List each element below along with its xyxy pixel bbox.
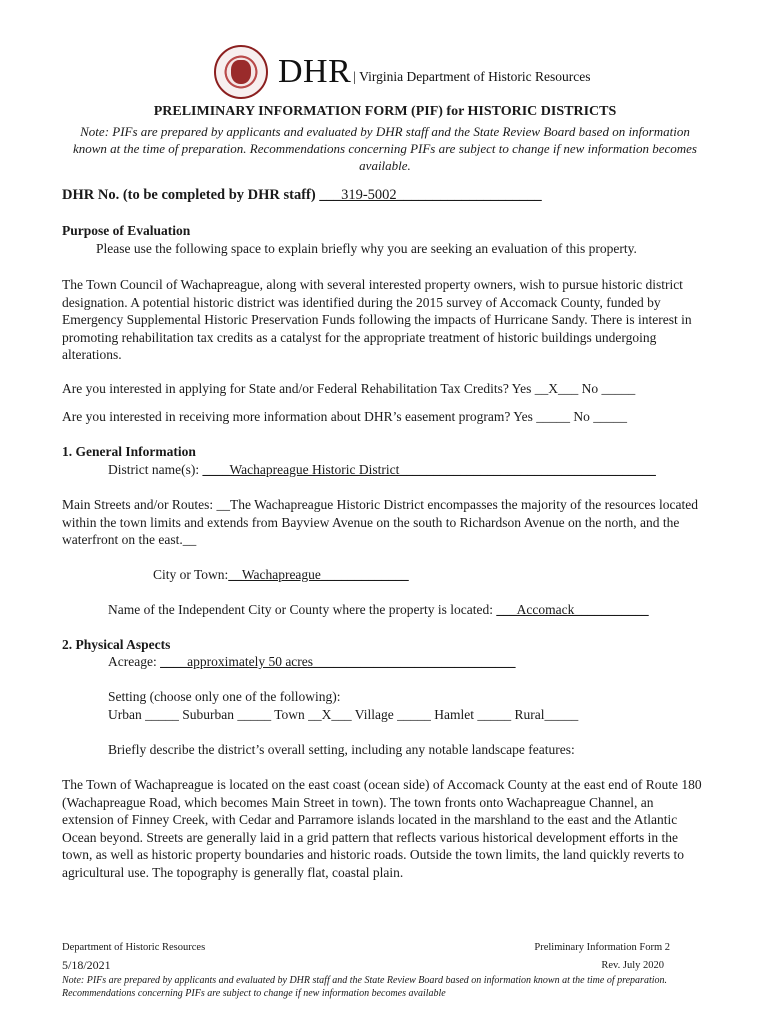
city-value: __Wachapreague_____________ <box>228 567 409 582</box>
setting-label: Setting (choose only one of the following): <box>108 689 341 704</box>
main-streets-value: __The Wachapreague Historic District encompasses the majority of the resources located within the town limits and extends from Bayview Avenue on the south to Richardson Avenue on the north, and the waterfront on the east.__ <box>62 497 698 547</box>
dhr-logo-text: DHR <box>278 53 352 90</box>
tax-credits-question: Are you interested in applying for State and/or Federal Rehabilitation Tax Credits? Yes __X___ No _____ <box>62 381 636 396</box>
footer-date: 5/18/2021 <box>62 958 111 972</box>
footer-note: Note: PIFs are prepared by applicants and evaluated by DHR staff and the State Review Board based on information known at the time of preparation. Recommendations concerning PIFs are subject to change if new information becomes available <box>62 975 667 999</box>
purpose-body: The Town Council of Wachapreague, along with several interested property owners, wish to pursue historic district designation. A potential historic district was identified during the 2015 survey of Accomack County, funded by Emergency Supplemental Historic Preservation Funds following the impacts of Hurricane Sandy. There is interest in promoting rehabilitation tax credits as a catalyst for the appropriate treatment of historic buildings undergoing alterations. <box>62 277 692 362</box>
footer-revision: Rev. July 2020 <box>601 960 664 971</box>
city-label: City or Town: <box>153 567 229 582</box>
purpose-instruction: Please use the following space to explain briefly why you are seeking an evaluation of this property. <box>96 241 637 256</box>
footer-department: Department of Historic Resources <box>62 942 206 953</box>
physical-heading: 2. Physical Aspects <box>62 637 171 652</box>
form-note: Note: PIFs are prepared by applicants and evaluated by DHR staff and the State Review Board based on information known at the time of preparation. Recommendations concerning PIFs are subject to change if new information becomes available. <box>72 124 697 173</box>
acreage-field <box>108 653 516 671</box>
dhr-number-label: DHR No. (to be completed by DHR staff) <box>62 187 316 203</box>
easement-question: Are you interested in receiving more information about DHR’s easement program? Yes _____ No _____ <box>62 409 628 424</box>
setting-options: Urban _____ Suburban _____ Town __X___ Village _____ Hamlet _____ Rural_____ <box>108 707 579 722</box>
describe-body: The Town of Wachapreague is located on the east coast (ocean side) of Accomack County at the east end of Route 180 (Wachapreague Road, which becomes Main Street in town). The town fronts onto Wachapreague Channel, an extension of Finney Creek, with Cedar and Parramore islands located in the marshland to the east and the Atlantic Ocean beyond. Streets are generally laid in a grid pattern that reflects various historical development efforts in the town, as well as historic property boundaries and historic roads. Outside the town limits, the land quickly reverts to agricultural use. The topography is generally flat, coastal plain. <box>62 777 702 880</box>
virginia-seal-icon <box>214 45 268 99</box>
district-name-field <box>108 461 708 479</box>
county-value: ___Accomack___________ <box>496 602 649 617</box>
purpose-heading: Purpose of Evaluation <box>62 223 191 238</box>
dhr-number-value: ___319-5002____________________ <box>319 187 542 203</box>
district-name-label: District name(s): <box>108 462 203 477</box>
main-streets-field <box>62 496 702 549</box>
general-info-heading: 1. General Information <box>62 444 196 459</box>
describe-prompt: Briefly describe the district’s overall setting, including any notable landscape features: <box>108 742 575 757</box>
district-name-value: ____Wachapreague Historic District______________________________________ <box>202 462 656 477</box>
acreage-value: ____approximately 50 acres______________________________ <box>160 654 516 669</box>
agency-name: | Virginia Department of Historic Resources <box>353 69 591 84</box>
dhr-header <box>214 46 591 98</box>
dhr-number <box>62 187 542 204</box>
county-field <box>108 601 649 619</box>
city-field <box>153 566 409 584</box>
acreage-label: Acreage: <box>108 654 161 669</box>
county-label: Name of the Independent City or County where the property is located: <box>108 602 497 617</box>
footer-form-page: Preliminary Information Form 2 <box>534 942 670 953</box>
main-streets-label: Main Streets and/or Routes: <box>62 497 217 512</box>
form-title: PRELIMINARY INFORMATION FORM (PIF) for HISTORIC DISTRICTS <box>153 104 617 119</box>
